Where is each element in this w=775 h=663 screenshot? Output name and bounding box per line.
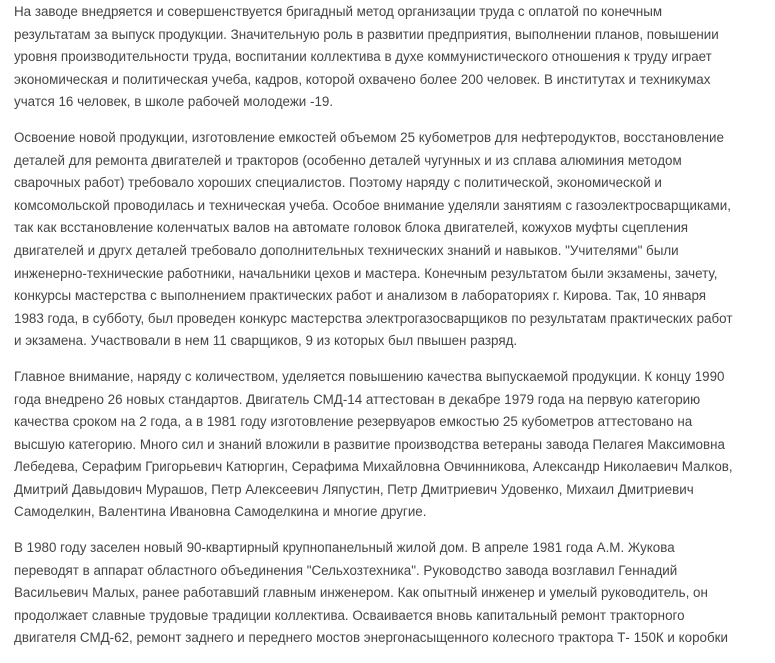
paragraph-new-products (14, 127, 764, 353)
text-line: года внедрено 26 новых стандартов. Двигатель СМД-14 аттестован в декабре 1979 года на первую категорию (14, 391, 701, 407)
text-line: экономическая и политическая учеба, кадров, которой охвачено более 200 человек. В институтах и техникумах (14, 71, 711, 87)
text-line: так как всстановление коленчатых валов на автомате головок блока двигателей, кожухов муфты сцепления (14, 220, 689, 236)
text-line: инженерно-технические работники, начальники цехов и мастера. Конечным результатом были экзамены, зачету, (14, 265, 718, 281)
text-line: комсомольской проводилась и техническая учеба. Особое внимание уделяли занятиям с газоэлектросварщиками, (14, 197, 731, 213)
text-line: Дмитрий Давыдович Мурашов, Петр Алексеевич Ляпустин, Петр Дмитриевич Удовенко, Михаил Дмитриевич (14, 481, 694, 497)
text-line: двигателя СМД-62, ремонт заднего и переднего мостов энергонасыщенного колесного трактора Т- 150К и коробки (14, 630, 728, 646)
text-line: продолжает славные трудовые традиции коллектива. Осваивается вновь капитальный ремонт тракторного (14, 607, 685, 623)
text-line: Лебедева, Серафим Григорьевич Катюргин, Серафима Михайловна Овчинникова, Александр Николаевич Малков, (14, 459, 733, 475)
text-line: сварочных работ) требовало хороших специалистов. Поэтому наряду с политической, экономической и (14, 175, 662, 191)
text-line: Васильевич Малых, ранее работавший главным инженером. Как опытный инженер и умелый руководитель, он (14, 585, 708, 601)
text-line: и экзамена. Участвовали в нем 11 сварщиков, 9 из которых был пвышен разряд. (14, 333, 518, 349)
text-line: В 1980 году заселен новый 90-квартирный крупнопанельный жилой дом. В апреле 1981 года А.М. Жукова (14, 540, 675, 556)
paragraph-quality (14, 366, 764, 524)
article-body (14, 0, 764, 663)
text-line: учатся 16 человек, в школе рабочей молодежи -19. (14, 94, 334, 110)
text-line: Самоделкин, Валентина Ивановна Самоделкина и многие другие. (14, 504, 427, 520)
text-line: конкурсы мастерства с выполнением практических работ и анализом в лабораториях г. Кирова. Так, 10 января (14, 288, 706, 304)
text-line: Освоение новой продукции, изготовление емкостей объемом 25 кубометров для нефтеродуктов, восстановление (14, 129, 724, 145)
text-line: На заводе внедряется и совершенствуется бригадный метод организации труда с оплатой по конечным (14, 4, 663, 19)
paragraph-brigade-method (14, 1, 764, 114)
text-line: двигателей и другх деталей требовало дополнительных технических знаний и навыков. "Учителями" были (14, 242, 679, 258)
text-line: высшую категорию. Много сил и знаний вложили в развитие производства ветераны завода Пелагея Максимовна (14, 436, 725, 452)
text-line: деталей для ремонта двигателей и тракторов (особенно деталей чугунных и из сплава алюминия методом (14, 152, 682, 168)
text-line: 1983 года, в субботу, был проведен конкурс мастерства электрогазосварщиков по результатам практических работ (14, 310, 733, 326)
text-line: Главное внимание, наряду с количеством, уделяется повышению качества выпускаемой продукции. К концу 1990 (14, 368, 725, 384)
paragraph-housing (14, 537, 764, 650)
text-line: качества сроком на 2 года, а в 1981 году изготовление резервуаров емкостью 25 кубометров аттестовано на (14, 414, 693, 430)
text-line: переводят в аппарат областного объединения "Сельхозтехника". Руководство завода возглавил Геннадий (14, 562, 678, 578)
text-line: результатам за выпуск продукции. Значительную роль в развитии предприятия, выполнении планов, повышении (14, 26, 719, 42)
text-line: уровня производительности труда, воспитании коллектива в духе коммунистического отношения к труду играет (14, 49, 712, 65)
